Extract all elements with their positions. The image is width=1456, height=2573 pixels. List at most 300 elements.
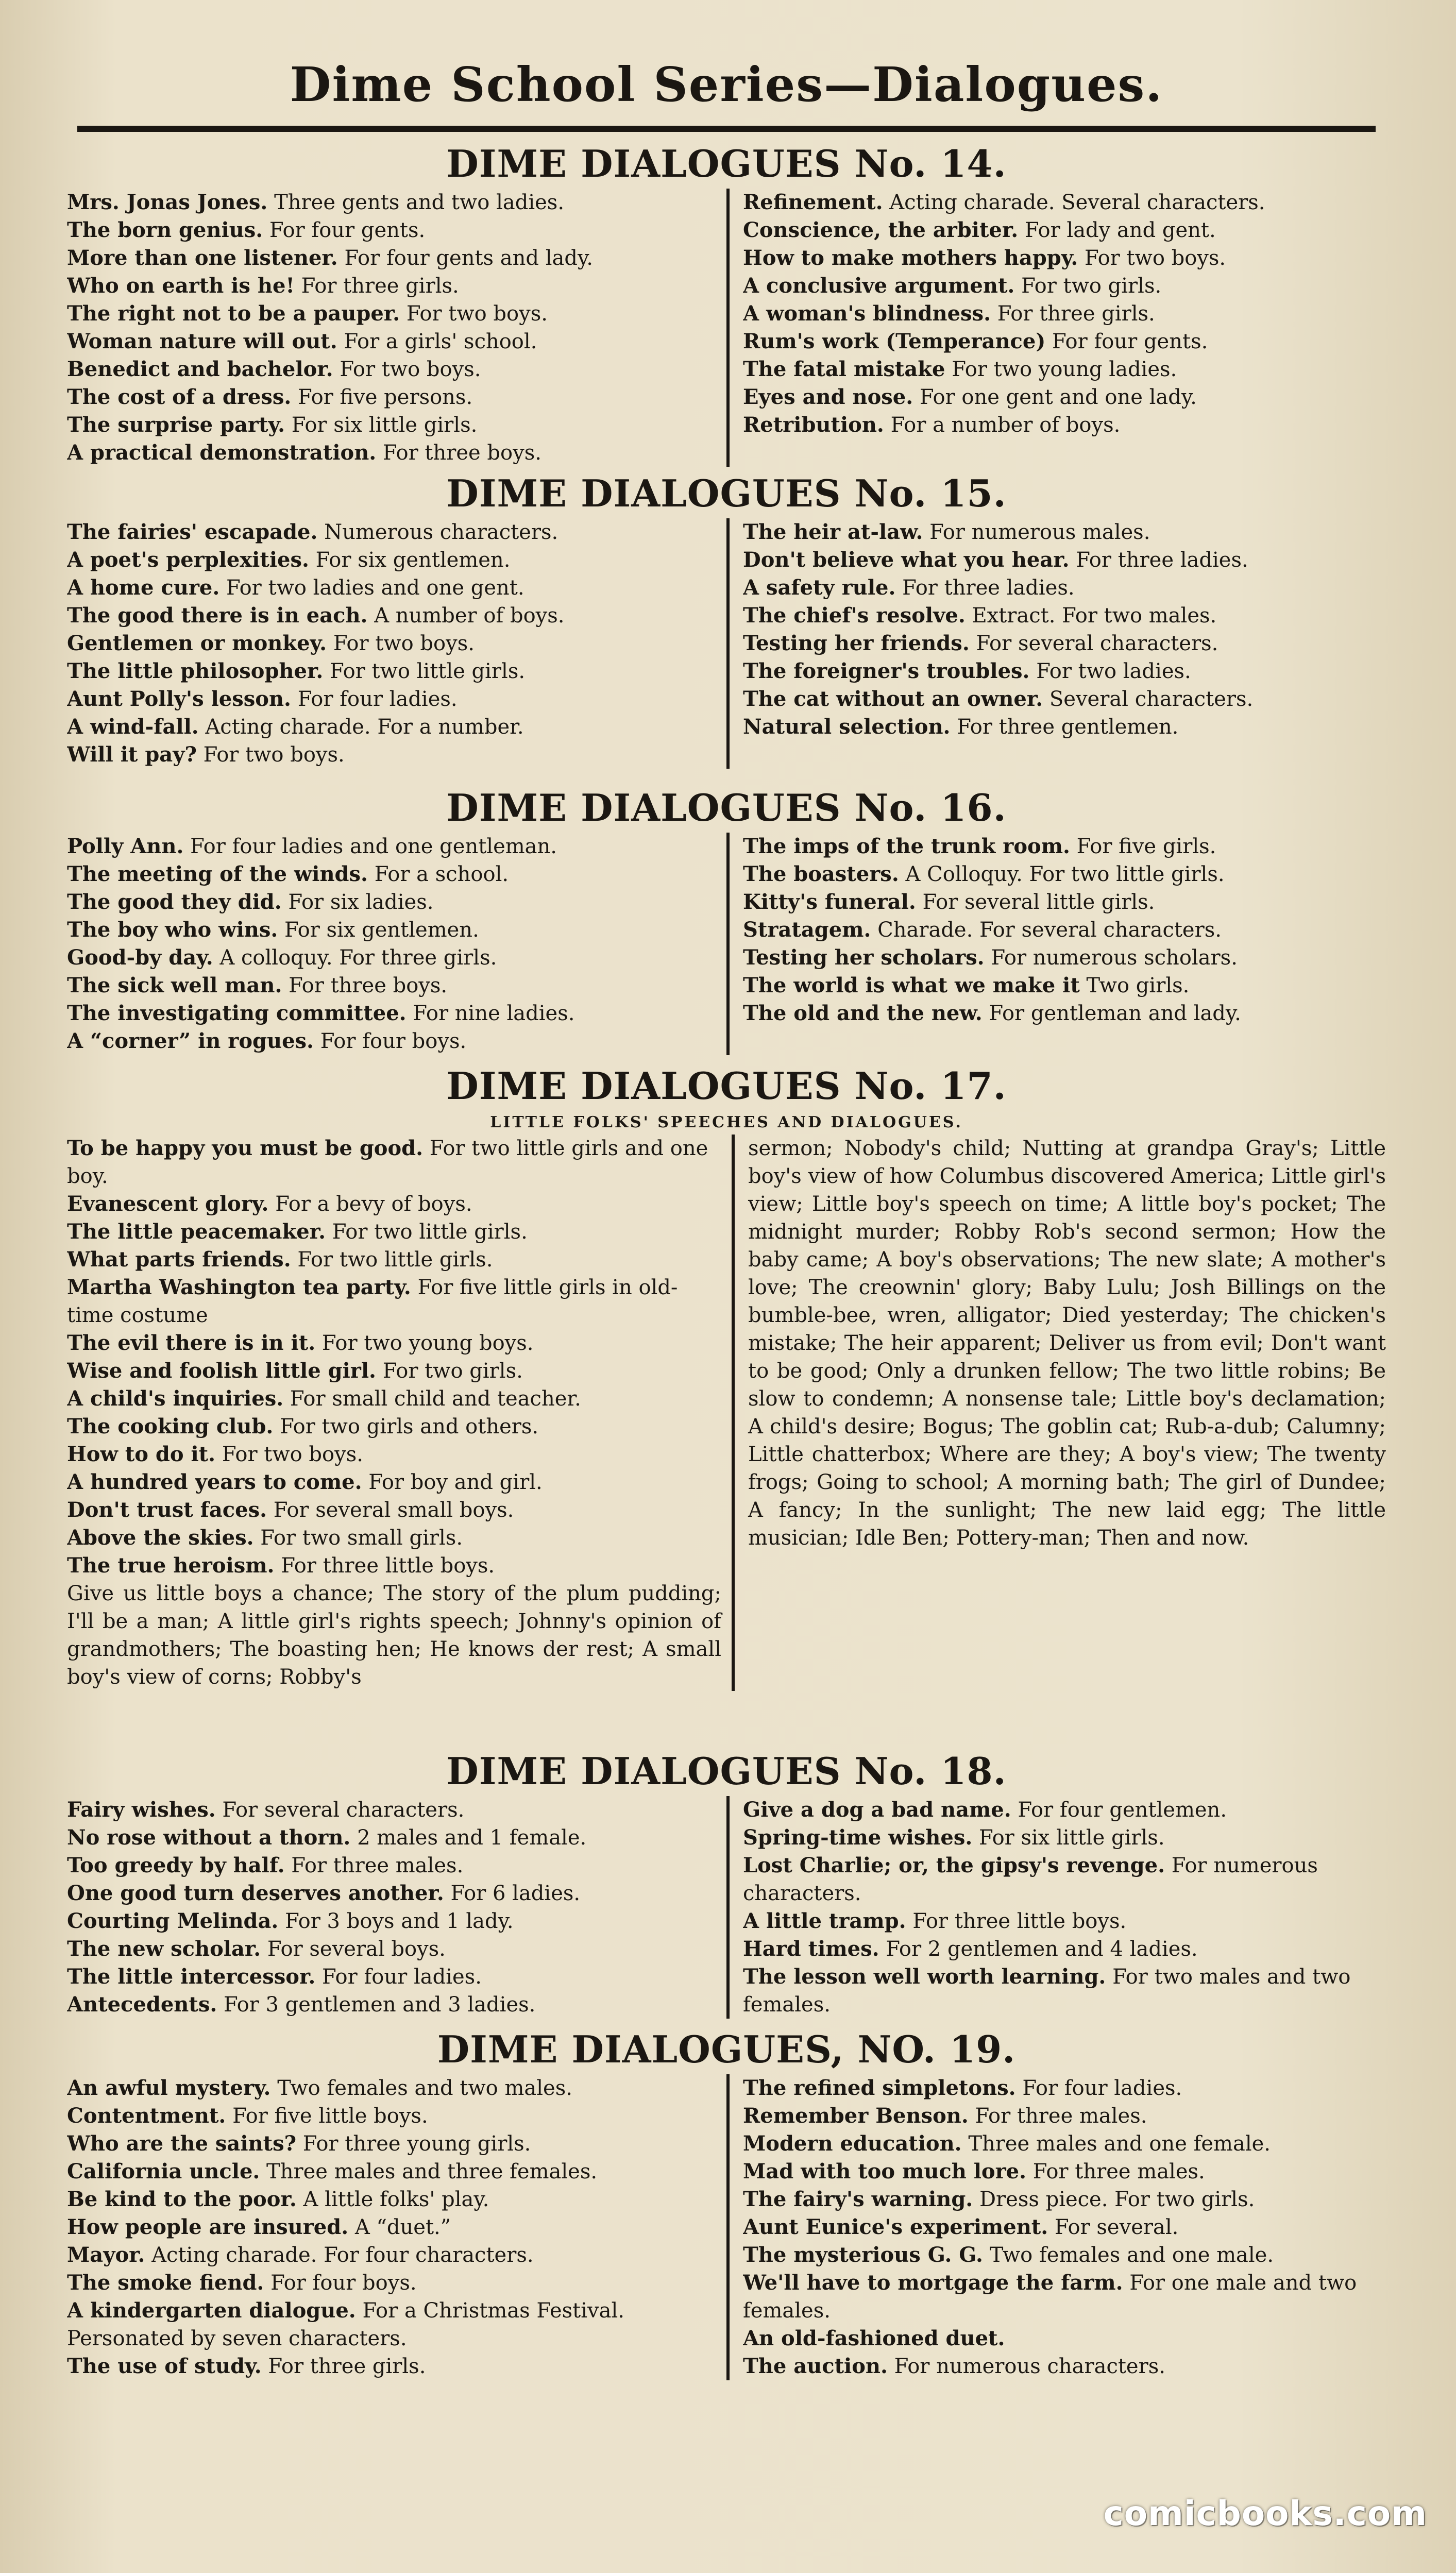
entry-title: The fatal mistake	[743, 357, 945, 381]
right-column	[726, 189, 1386, 467]
entry-cast: For four ladies and one gentleman.	[190, 835, 557, 858]
entry-cast: For 6 ladies.	[450, 1882, 581, 1905]
dialogue-entry	[67, 2269, 716, 2297]
entry-cast: For several small boys.	[273, 1498, 514, 1522]
dialogue-entry	[67, 944, 716, 972]
right-column	[726, 2074, 1386, 2380]
entry-cast: For two boys.	[203, 743, 345, 767]
dialogue-entry	[67, 2158, 716, 2186]
dialogue-entry	[743, 2130, 1386, 2158]
entry-title: Antecedents.	[67, 1992, 217, 2017]
entry-cast: Two females and two males.	[277, 2076, 572, 2100]
entry-title: Mayor.	[67, 2243, 145, 2267]
dialogue-entry	[67, 1274, 721, 1329]
entry-title: The sick well man.	[67, 973, 282, 997]
entry-title: Modern education.	[743, 2131, 962, 2156]
dialogue-entry	[67, 1357, 721, 1385]
entry-title: Don't believe what you hear.	[743, 548, 1070, 572]
entry-title: The cat without an owner.	[743, 687, 1043, 711]
entry-cast: For two girls.	[382, 1359, 523, 1383]
dialogue-entry	[743, 916, 1386, 944]
dialogue-entry	[743, 860, 1386, 888]
left-column	[67, 1796, 726, 2019]
dialogue-entry	[67, 1218, 721, 1246]
right-column	[732, 1135, 1386, 1691]
dialogue-entry	[67, 1935, 716, 1963]
entry-cast: For three males.	[1032, 2160, 1205, 2183]
entry-title: Wise and foolish little girl.	[67, 1359, 376, 1383]
dialogue-entry	[743, 2074, 1386, 2102]
right-column	[726, 518, 1386, 769]
dialogue-entry	[743, 685, 1386, 713]
section-columns	[67, 518, 1386, 769]
entry-title: The boy who wins.	[67, 918, 278, 942]
entry-title: The lesson well worth learning.	[743, 1965, 1106, 1989]
entry-cast: For lady and gent.	[1024, 218, 1216, 242]
entry-title: The old and the new.	[743, 1001, 983, 1025]
dialogue-entry	[67, 833, 716, 860]
entry-cast: Extract. For two males.	[972, 604, 1217, 628]
entry-cast: For numerous scholars.	[991, 946, 1238, 970]
entry-cast: 2 males and 1 female.	[357, 1826, 587, 1850]
entry-title: Evanescent glory.	[67, 1192, 269, 1216]
dialogue-entry	[67, 1000, 716, 1027]
entry-cast: For a bevy of boys.	[275, 1192, 472, 1216]
entry-cast: Charade. For several characters.	[877, 918, 1222, 942]
entry-title: A safety rule.	[743, 575, 896, 600]
entry-cast: For two girls.	[1021, 274, 1162, 298]
dialogue-entry	[67, 300, 716, 328]
entry-cast: For five little girls in old-time costume	[67, 1276, 678, 1327]
entry-title: An old-fashioned duet.	[743, 2326, 1005, 2350]
entry-title: The investigating committee.	[67, 1001, 407, 1025]
entry-title: Remember Benson.	[743, 2104, 969, 2128]
entry-cast: For 3 boys and 1 lady.	[285, 1909, 514, 1933]
dialogue-entry	[67, 383, 716, 411]
dialogue-entry	[743, 972, 1386, 1000]
entry-cast: For two little girls.	[332, 1220, 528, 1244]
dialogue-entry	[67, 518, 716, 546]
entry-cast: Three males and one female.	[968, 2132, 1271, 2156]
entry-cast: For several.	[1054, 2215, 1179, 2239]
left-column	[67, 518, 726, 769]
dialogue-section	[67, 1061, 1386, 1691]
section-title: DIME DIALOGUES No. 18.	[446, 1749, 1007, 1793]
entry-title: The use of study.	[67, 2354, 262, 2378]
dialogue-entry	[743, 1907, 1386, 1935]
entry-title: Will it pay?	[67, 742, 197, 767]
entry-title: The fairies' escapade.	[67, 520, 318, 544]
dialogue-entry	[743, 1963, 1386, 2019]
entry-title: Contentment.	[67, 2104, 226, 2128]
section-columns	[67, 189, 1386, 467]
dialogue-entry	[743, 1852, 1386, 1907]
dialogue-entry	[743, 356, 1386, 383]
entry-title: The true heroism.	[67, 1553, 275, 1578]
dialogue-entry	[743, 713, 1386, 741]
entry-cast: For three gentlemen.	[957, 715, 1179, 739]
entry-cast: For three little boys.	[281, 1554, 495, 1578]
entry-title: A hundred years to come.	[67, 1470, 362, 1494]
entry-cast: For two little girls.	[330, 659, 526, 683]
dialogue-entry	[67, 1027, 716, 1055]
dialogue-entry	[67, 546, 716, 574]
dialogue-entry	[67, 860, 716, 888]
entry-cast: For two young ladies.	[952, 358, 1177, 381]
entry-title: The fairy's warning.	[743, 2187, 973, 2211]
entry-title: Aunt Polly's lesson.	[67, 687, 291, 711]
dialogue-entry	[67, 888, 716, 916]
entry-title: What parts friends.	[67, 1247, 291, 1272]
entry-cast: For three girls.	[268, 2355, 426, 2378]
dialogue-entry	[743, 630, 1386, 657]
entry-cast: Dress piece. For two girls.	[979, 2188, 1255, 2211]
dialogue-entry	[743, 1796, 1386, 1824]
section-title: DIME DIALOGUES No. 15.	[446, 471, 1007, 515]
entry-cast: For two young boys.	[321, 1331, 534, 1355]
entry-cast: For two small girls.	[260, 1526, 463, 1550]
entry-cast: For four boys.	[270, 2271, 417, 2295]
entry-title: The chief's resolve.	[743, 603, 966, 628]
entry-cast: For 2 gentlemen and 4 ladies.	[886, 1937, 1198, 1961]
entry-cast: For several little girls.	[922, 890, 1155, 914]
dialogue-entry	[67, 411, 716, 439]
entry-title: Rum's work (Temperance)	[743, 329, 1046, 353]
entry-title: No rose without a thorn.	[67, 1825, 351, 1850]
entry-cast: Numerous characters.	[324, 520, 558, 544]
dialogue-entry	[743, 888, 1386, 916]
entry-title: A home cure.	[67, 575, 220, 600]
entry-title: California uncle.	[67, 2159, 260, 2183]
dialogue-entry	[67, 1246, 721, 1274]
entry-title: The boasters.	[743, 862, 899, 886]
dialogue-entry	[743, 574, 1386, 602]
entry-title: Give a dog a bad name.	[743, 1798, 1011, 1822]
entry-title: Spring-time wishes.	[743, 1825, 973, 1850]
dialogue-entry	[67, 1468, 721, 1496]
left-column	[67, 833, 726, 1055]
entry-title: The little peacemaker.	[67, 1220, 326, 1244]
entry-cast: Two girls.	[1086, 974, 1190, 997]
dialogue-entry	[743, 1935, 1386, 1963]
entry-title: The good they did.	[67, 890, 282, 914]
dialogue-entry	[67, 1135, 721, 1190]
entry-cast: For six gentlemen.	[315, 548, 511, 572]
entry-cast: For one gent and one lady.	[919, 385, 1197, 409]
section-columns	[67, 1796, 1386, 2019]
entry-cast: For two boys.	[406, 302, 548, 326]
page-header: Dime School Series—Dialogues.	[290, 57, 1163, 112]
entry-title: The good there is in each.	[67, 603, 368, 628]
entry-title: The foreigner's troubles.	[743, 659, 1030, 683]
entry-cast: For four gents and lady.	[344, 246, 593, 270]
dialogue-entry	[743, 272, 1386, 300]
dialogue-entry	[743, 300, 1386, 328]
entry-title: A little tramp.	[743, 1909, 906, 1933]
dialogue-entry	[67, 2102, 716, 2130]
entry-cast: A colloquy. For three girls.	[219, 946, 497, 970]
entry-cast: For six little girls.	[979, 1826, 1165, 1850]
dialogue-entry	[67, 2241, 716, 2269]
entry-cast: For a school.	[374, 862, 509, 886]
entry-title: How people are insured.	[67, 2215, 349, 2239]
entry-cast: Several characters.	[1049, 687, 1254, 711]
section-columns	[67, 2074, 1386, 2380]
dialogue-entry	[743, 189, 1386, 216]
entry-title: Woman nature will out.	[67, 329, 337, 353]
dialogue-entry	[67, 972, 716, 1000]
entry-cast: Acting charade. For four characters.	[151, 2243, 534, 2267]
entry-cast: For three boys.	[382, 441, 541, 465]
section-subtitle: LITTLE FOLKS' SPEECHES AND DIALOGUES.	[490, 1113, 963, 1131]
entry-cast: For three ladies.	[902, 576, 1075, 600]
entry-cast: For one male and two females.	[743, 2271, 1357, 2323]
dialogue-entry	[67, 1963, 716, 1991]
dialogue-entry	[67, 1413, 721, 1441]
section-title: DIME DIALOGUES No. 17.	[446, 1064, 1007, 1108]
entry-cast: Acting charade. Several characters.	[889, 191, 1265, 214]
entry-cast: For six little girls.	[291, 413, 478, 437]
entry-cast: For a Christmas Festival. Personated by seven characters.	[67, 2299, 624, 2350]
entry-title: Hard times.	[743, 1937, 879, 1961]
dialogue-entry	[67, 328, 716, 356]
entry-cast: For two little girls.	[297, 1248, 493, 1272]
dialogue-entry	[67, 630, 716, 657]
dialogue-entry	[67, 439, 716, 467]
entry-title: The right not to be a pauper.	[67, 301, 400, 326]
entry-title: The auction.	[743, 2354, 888, 2378]
left-column	[67, 2074, 726, 2380]
dialogue-section	[67, 469, 1386, 769]
watermark: comicbooks.com	[1103, 2494, 1427, 2533]
entry-cast: For numerous characters.	[743, 1854, 1318, 1905]
entry-cast: For three ladies.	[1076, 548, 1248, 572]
entry-cast: Acting charade. For a number.	[205, 715, 524, 739]
dialogue-entry	[743, 1000, 1386, 1027]
dialogue-entry	[67, 1524, 721, 1552]
entry-title: More than one listener.	[67, 246, 338, 270]
dialogue-entry	[67, 1329, 721, 1357]
entry-title: Lost Charlie; or, the gipsy's revenge.	[743, 1853, 1165, 1877]
entry-cast: For four boys.	[320, 1029, 467, 1053]
entry-cast: A number of boys.	[374, 604, 565, 628]
dialogue-entry	[67, 685, 716, 713]
dialogue-entry	[743, 411, 1386, 439]
entry-title: Who on earth is he!	[67, 274, 295, 298]
entry-title: A kindergarten dialogue.	[67, 2298, 356, 2323]
entry-title: Eyes and nose.	[743, 385, 913, 409]
entry-cast: For three girls.	[997, 302, 1155, 326]
entry-cast: For gentleman and lady.	[989, 1002, 1241, 1025]
entry-title: Above the skies.	[67, 1526, 254, 1550]
entry-cast: For a number of boys.	[890, 413, 1121, 437]
dialogue-entry	[743, 944, 1386, 972]
section-title: DIME DIALOGUES No. 16.	[446, 786, 1007, 830]
dialogue-entry	[67, 244, 716, 272]
dialogue-section	[67, 1747, 1386, 2019]
entry-cast: For four ladies.	[1022, 2076, 1182, 2100]
right-column	[726, 1796, 1386, 2019]
dialogue-entry	[67, 2074, 716, 2102]
dialogue-entry	[67, 189, 716, 216]
dialogue-entry	[743, 2269, 1386, 2325]
entry-cast: For three males.	[291, 1854, 464, 1877]
entry-cast: For two boys.	[1085, 246, 1226, 270]
dialogue-entry	[67, 356, 716, 383]
dialogue-entry	[67, 1496, 721, 1524]
dialogue-entry	[743, 2213, 1386, 2241]
entry-title: The cost of a dress.	[67, 385, 292, 409]
entry-title: The evil there is in it.	[67, 1331, 316, 1355]
entry-title: A “corner” in rogues.	[67, 1029, 314, 1053]
dialogue-entry	[67, 2352, 716, 2380]
entry-cast: For six ladies.	[288, 890, 434, 914]
entry-title: A wind-fall.	[67, 715, 199, 739]
entry-cast: For numerous males.	[929, 520, 1150, 544]
entry-cast: For four gents.	[269, 218, 426, 242]
entry-title: An awful mystery.	[67, 2076, 271, 2100]
entry-title: A conclusive argument.	[743, 274, 1015, 298]
entry-cast: For several characters.	[222, 1798, 465, 1822]
entry-cast: Two females and one male.	[989, 2243, 1274, 2267]
entry-cast: For small child and teacher.	[290, 1387, 581, 1411]
entry-title: A child's inquiries.	[67, 1386, 284, 1411]
dialogue-section	[67, 2025, 1386, 2380]
entry-title: A practical demonstration.	[67, 441, 377, 465]
dialogue-entry	[743, 2158, 1386, 2186]
entry-title: Don't trust faces.	[67, 1498, 267, 1522]
entry-title: How to do it.	[67, 1442, 216, 1466]
dialogue-entry	[743, 602, 1386, 630]
entry-cast: A little folks' play.	[303, 2188, 489, 2211]
section-columns	[67, 1135, 1386, 1691]
dialogue-entry	[67, 1880, 716, 1907]
entry-cast: For boy and girl.	[368, 1470, 543, 1494]
dialogue-entry	[743, 2102, 1386, 2130]
entry-title: Who are the saints?	[67, 2131, 297, 2156]
dialogue-entry	[743, 244, 1386, 272]
entry-title: Martha Washington tea party.	[67, 1275, 411, 1299]
entry-title: Refinement.	[743, 190, 883, 214]
dialogue-entry	[67, 741, 716, 769]
dialogue-entry	[67, 2186, 716, 2213]
dialogue-entry	[743, 833, 1386, 860]
entry-cast: For two boys.	[333, 632, 475, 655]
entry-title: Too greedy by half.	[67, 1853, 285, 1877]
dialogue-entry	[743, 546, 1386, 574]
dialogue-entry	[743, 2352, 1386, 2380]
entry-title: Stratagem.	[743, 918, 871, 942]
entry-cast: For four ladies.	[297, 687, 458, 711]
dialogue-entry	[67, 713, 716, 741]
dialogue-entry	[67, 216, 716, 244]
entry-cast: For four gentlemen.	[1018, 1798, 1227, 1822]
entry-cast: For two males and two females.	[743, 1965, 1351, 2017]
entry-cast: For three young girls.	[302, 2132, 531, 2156]
dialogue-entry	[67, 1552, 721, 1580]
dialogue-entry	[67, 2297, 716, 2352]
entry-cast: For three boys.	[289, 974, 448, 997]
entry-cast: Three gents and two ladies.	[274, 191, 565, 214]
dialogue-entry	[67, 574, 716, 602]
entry-cast: A Colloquy. For two little girls.	[905, 862, 1225, 886]
speech-list-paragraph: sermon; Nobody's child; Nutting at grandpa Gray's; Little boy's view of how Columbus discovered America; Little girl's view; Little boy's speech on time; A little boy's pocket; The midnight murder; Robby Rob's second sermon; How the baby came; A boy's observations; The new slate; A mother's love; The creownin' glory; Baby Lulu; Josh Billings on the bumble-bee, wren, alligator; Died yesterday; The chicken's mistake; The heir apparent; Deliver us from evil; Don't want to be good; Only a drunken fellow; The two little robins; Be slow to condemn; A nonsense tale; Little boy's declamation; A child's desire; Bogus; The goblin cat; Rub-a-dub; Calumny; Little chatterbox; Where are they; A boy's view; The twenty frogs; Going to school; A morning bath; The girl of Dundee; A fancy; In the sunlight; The new laid egg; The little musician; Idle Ben; Pottery-man; Then and now.	[748, 1137, 1386, 1550]
entry-title: The little philosopher.	[67, 659, 324, 683]
entry-cast: For two ladies.	[1036, 659, 1191, 683]
entry-title: The heir at-law.	[743, 520, 923, 544]
section-title: DIME DIALOGUES No. 14.	[446, 142, 1007, 185]
entry-title: The imps of the trunk room.	[743, 834, 1070, 858]
entry-title: The little intercessor.	[67, 1965, 316, 1989]
entry-cast: For five little boys.	[232, 2104, 428, 2128]
entry-cast: For three girls.	[301, 274, 459, 298]
dialogue-entry	[67, 657, 716, 685]
entry-title: Polly Ann.	[67, 834, 184, 858]
entry-title: Aunt Eunice's experiment.	[743, 2215, 1048, 2239]
entry-cast: For two little girls and one boy.	[67, 1137, 708, 1188]
entry-cast: For two boys.	[340, 358, 481, 381]
entry-cast: For three males.	[975, 2104, 1147, 2128]
dialogue-entry	[67, 916, 716, 944]
dialogue-entry	[67, 1991, 716, 2019]
dialogue-entry	[67, 2130, 716, 2158]
entry-title: Mrs. Jonas Jones.	[67, 190, 268, 214]
entry-title: Testing her scholars.	[743, 945, 985, 970]
entry-cast: For five girls.	[1076, 835, 1216, 858]
entry-title: Good-by day.	[67, 945, 213, 970]
entry-cast: For three little boys.	[912, 1909, 1127, 1933]
dialogue-entry	[743, 2241, 1386, 2269]
entry-cast: For two girls and others.	[280, 1415, 539, 1438]
right-column	[726, 833, 1386, 1055]
entry-cast: For two boys.	[222, 1443, 363, 1466]
dialogue-entry	[743, 518, 1386, 546]
left-column	[67, 1135, 732, 1691]
entry-title: To be happy you must be good.	[67, 1136, 424, 1160]
dialogue-entry	[743, 1824, 1386, 1852]
dialogue-entry	[67, 1852, 716, 1880]
entry-cast: For a girls' school.	[344, 330, 537, 353]
dialogue-entry	[743, 2325, 1386, 2352]
entry-cast: For numerous characters.	[894, 2355, 1165, 2378]
dialogue-entry	[67, 1385, 721, 1413]
entry-title: One good turn deserves another.	[67, 1881, 444, 1905]
header-rule	[77, 126, 1376, 132]
entry-title: How to make mothers happy.	[743, 246, 1078, 270]
dialogue-entry	[743, 657, 1386, 685]
entry-title: The cooking club.	[67, 1414, 274, 1438]
entry-cast: For six gentlemen.	[284, 918, 479, 942]
entry-title: Natural selection.	[743, 715, 951, 739]
entry-cast: For nine ladies.	[413, 1002, 575, 1025]
entry-cast: For five persons.	[298, 385, 473, 409]
entry-title: Benedict and bachelor.	[67, 357, 333, 381]
entry-cast: For two ladies and one gent.	[226, 576, 524, 600]
dialogue-entry	[67, 1796, 716, 1824]
entry-title: Be kind to the poor.	[67, 2187, 297, 2211]
entry-title: The meeting of the winds.	[67, 862, 368, 886]
entry-cast: Three males and three females.	[266, 2160, 598, 2183]
entry-cast: For four gents.	[1052, 330, 1208, 353]
entry-title: The refined simpletons.	[743, 2076, 1016, 2100]
speech-list-paragraph: Give us little boys a chance; The story of the plum pudding; I'll be a man; A little girl's rights speech; Johnny's opinion of grandmothers; The boasting hen; He knows der rest; A small boy's view of corns; Robby's	[67, 1582, 721, 1689]
entry-title: Gentlemen or monkey.	[67, 631, 327, 655]
entry-cast: For several characters.	[976, 632, 1218, 655]
dialogue-section	[67, 783, 1386, 1055]
entry-title: We'll have to mortgage the farm.	[743, 2271, 1123, 2295]
dialogue-entry	[67, 1441, 721, 1468]
entry-title: The born genius.	[67, 218, 263, 242]
